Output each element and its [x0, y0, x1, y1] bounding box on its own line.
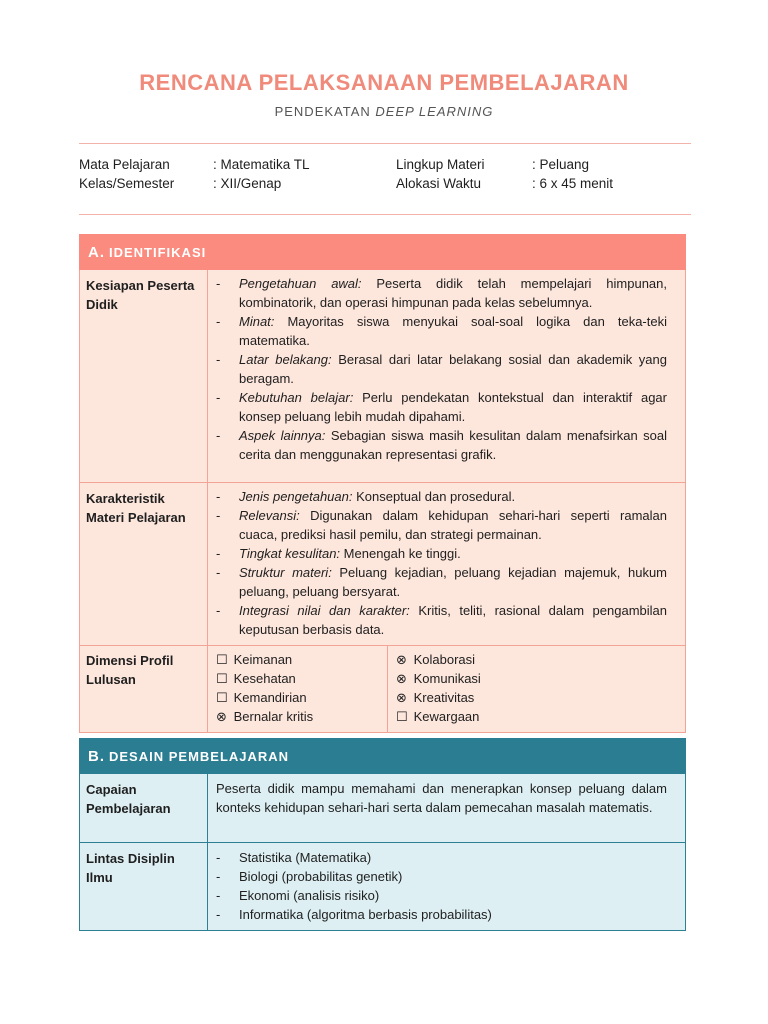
- karakteristik-term: Tingkat kesulitan:: [239, 546, 341, 561]
- kesiapan-term: Latar belakang:: [239, 352, 332, 367]
- karakteristik-text: Peluang kejadian, peluang kejadian majemuk, hukum peluang, peluang bersyarat.: [239, 565, 667, 599]
- lintas-item: - Biologi (probabilitas genetik): [216, 867, 667, 886]
- section-b-heading: DESAIN PEMBELAJARAN: [109, 748, 290, 764]
- dimensi-option-label: Kemandirian: [230, 690, 307, 705]
- lingkup-label: Lingkup Materi: [396, 157, 485, 172]
- dimensi-right: [388, 646, 686, 733]
- checkbox-icon: ☐: [396, 709, 408, 724]
- lintas-content: [208, 843, 686, 931]
- kesiapan-term: Pengetahuan awal:: [239, 276, 362, 291]
- alokasi-label: Alokasi Waktu: [396, 175, 482, 191]
- checked-mark-icon: ⊗: [396, 690, 407, 705]
- dimensi-option: [216, 688, 379, 707]
- kelas-value: : XII/Genap: [213, 175, 282, 191]
- karakteristik-text: Kritis, teliti, rasional dalam pengambilan keputusan berbasis data.: [239, 603, 667, 637]
- mapel-value: : Matematika TL: [213, 157, 310, 172]
- karakteristik-item: [216, 544, 667, 563]
- dimensi-option-label: Kewargaan: [410, 709, 480, 724]
- checkbox-icon: ☐: [216, 690, 228, 705]
- kesiapan-list: [216, 274, 667, 464]
- mapel-label: Mata Pelajaran: [79, 157, 170, 172]
- lintas-item: - Informatika (algoritma berbasis probabilitas): [216, 905, 667, 924]
- subtitle-prefix: PENDEKATAN: [274, 104, 376, 119]
- capaian-label: Capaian Pembelajaran: [80, 774, 208, 843]
- kesiapan-term: Minat:: [239, 314, 275, 329]
- kesiapan-item: [216, 312, 667, 350]
- karakteristik-term: Struktur materi:: [239, 565, 332, 580]
- section-b-header: [80, 739, 686, 774]
- section-a-letter: A.: [88, 243, 105, 261]
- karakteristik-item: [216, 601, 667, 639]
- dimensi-option-label: Komunikasi: [410, 671, 481, 686]
- dimensi-option-label: Kesehatan: [230, 671, 296, 686]
- top-divider: [79, 143, 691, 144]
- checkbox-icon: ☐: [216, 652, 228, 667]
- document-title: RENCANA PELAKSANAAN PEMBELAJARAN: [139, 70, 629, 95]
- dimensi-label: Dimensi Profil Lulusan: [80, 646, 208, 733]
- kesiapan-item: [216, 274, 667, 312]
- dimensi-option: [396, 707, 677, 726]
- karakteristik-label: Karakteristik Materi Pelajaran: [80, 483, 208, 646]
- lesson-meta: [79, 156, 691, 193]
- kesiapan-term: Aspek lainnya:: [239, 428, 326, 443]
- lintas-list: [216, 848, 667, 924]
- section-identifikasi: [79, 234, 686, 733]
- karakteristik-term: Relevansi:: [239, 508, 300, 523]
- lintas-item: - Statistika (Matematika): [216, 848, 667, 867]
- checked-mark-icon: ⊗: [396, 652, 407, 667]
- karakteristik-term: Integrasi nilai dan karakter:: [239, 603, 410, 618]
- dimensi-option: [216, 669, 379, 688]
- kesiapan-item: [216, 350, 667, 388]
- karakteristik-item: [216, 563, 667, 601]
- kesiapan-content: [208, 270, 686, 483]
- dimensi-option-label: Kreativitas: [410, 690, 475, 705]
- kesiapan-text: Berasal dari latar belakang sosial dan akademik yang beragam.: [239, 352, 668, 386]
- kesiapan-text: Sebagian siswa masih kesulitan dalam menafsirkan soal cerita dan menggunakan representasi grafik.: [239, 428, 667, 462]
- karakteristik-term: Jenis pengetahuan:: [239, 489, 353, 504]
- checked-mark-icon: ⊗: [396, 671, 407, 686]
- checked-mark-icon: ⊗: [216, 709, 227, 724]
- kesiapan-label: Kesiapan Peserta Didik: [80, 270, 208, 483]
- capaian-text: Peserta didik mampu memahami dan menerapkan konsep peluang dalam konteks kehidupan sehari-hari serta dalam pemecahan masalah matematis.: [208, 774, 686, 843]
- kesiapan-text: Peserta didik telah mempelajari himpunan, kombinatorik, dan operasi himpunan pada kelas sebelumnya.: [239, 276, 667, 310]
- alokasi-value: : 6 x 45 menit: [532, 175, 614, 191]
- lingkup-value: : Peluang: [532, 157, 590, 172]
- dimensi-option: [216, 650, 379, 669]
- karakteristik-text: Menengah ke tinggi.: [340, 546, 461, 561]
- karakteristik-list: [216, 487, 667, 639]
- lintas-label: Lintas Disiplin Ilmu: [80, 843, 208, 931]
- karakteristik-item: [216, 487, 667, 506]
- dimensi-option: [216, 707, 379, 726]
- karakteristik-item: [216, 506, 667, 544]
- dimensi-option-label: Keimanan: [230, 652, 293, 667]
- section-desain: [79, 738, 686, 931]
- kesiapan-term: Kebutuhan belajar:: [239, 390, 354, 405]
- dimensi-option-label: Kolaborasi: [410, 652, 476, 667]
- kesiapan-text: Mayoritas siswa menyukai soal-soal logika dan teka-teki matematika.: [239, 314, 667, 348]
- subtitle-italic: DEEP LEARNING: [375, 104, 494, 119]
- dimensi-option-label: Bernalar kritis: [230, 709, 314, 724]
- meta-divider: [79, 214, 691, 215]
- dimensi-left: [208, 646, 388, 733]
- section-b-letter: B.: [88, 747, 105, 765]
- karakteristik-text: Digunakan dalam kehidupan sehari-hari seperti ramalan cuaca, prediksi hasil pemilu, dan strategi permainan.: [239, 508, 667, 542]
- lintas-item: - Ekonomi (analisis risiko): [216, 886, 667, 905]
- dimensi-option: [396, 669, 677, 688]
- section-a-heading: IDENTIFIKASI: [109, 244, 207, 260]
- dimensi-option: [396, 688, 677, 707]
- checkbox-icon: ☐: [216, 671, 228, 686]
- dimensi-option: [396, 650, 677, 669]
- kesiapan-text: Perlu pendekatan kontekstual dan interaktif agar konsep peluang lebih mudah dipahami.: [239, 390, 667, 424]
- section-a-header: [80, 235, 686, 270]
- kesiapan-item: [216, 388, 667, 426]
- karakteristik-content: [208, 483, 686, 646]
- kesiapan-item: [216, 426, 667, 464]
- karakteristik-text: Konseptual dan prosedural.: [352, 489, 516, 504]
- kelas-label: Kelas/Semester: [79, 175, 175, 191]
- document-subtitle: [0, 104, 768, 119]
